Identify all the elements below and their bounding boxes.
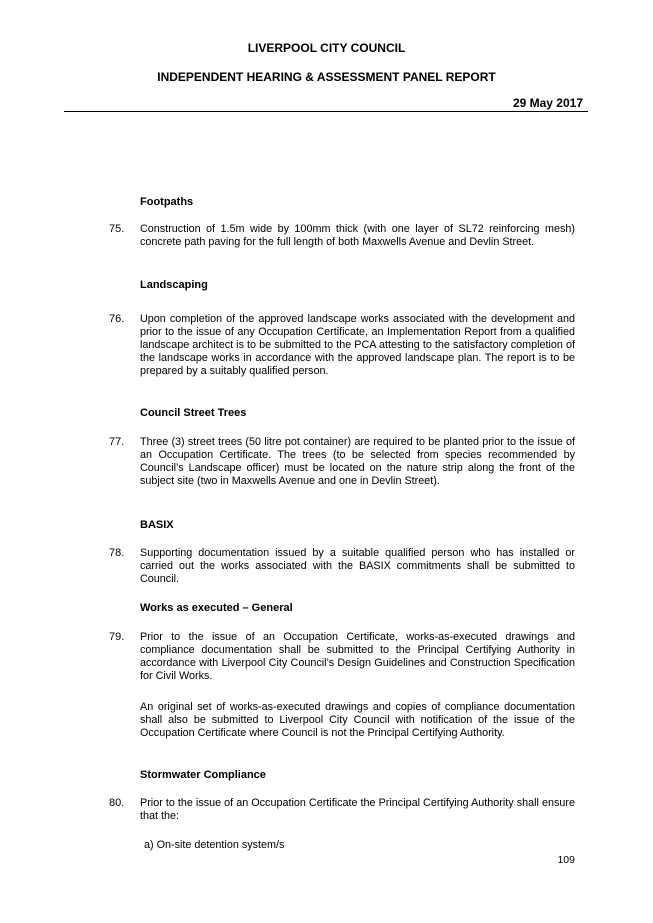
condition-text-76: Upon completion of the approved landscape works associated with the development and prior to the issue of any Occupation Certificate, an Implementation Report from a qualified landscape architect is to be submitted to the PCA attesting to the satisfactory completion of the landscape works in accordance with the approved landscape plan. The report is to be prepared by a suitably qualified person. <box>140 313 575 377</box>
condition-text-79: Prior to the issue of an Occupation Certificate, works-as-executed drawings and compliance documentation shall be submitted to the Principal Certifying Authority in accordance with Liverpool City Council’s Design Guidelines and Construction Specification for Civil Works. <box>140 631 575 682</box>
page-number: 109 <box>557 854 575 866</box>
list-item-a: a) On-site detention system/s <box>144 839 285 851</box>
condition-text-75: Construction of 1.5m wide by 100mm thick (with one layer of SL72 reinforcing mesh) concrete path paving for the full length of both Maxwells Avenue and Devlin Street. <box>140 223 575 248</box>
condition-text-80: Prior to the issue of an Occupation Certificate the Principal Certifying Authority shall ensure that the: <box>140 797 575 822</box>
report-title: INDEPENDENT HEARING & ASSESSMENT PANEL REPORT <box>157 70 496 84</box>
condition-text-78: Supporting documentation issued by a suitable qualified person who has installed or carried out the works associated with the BASIX commitments shall be submitted to Council. <box>140 547 575 585</box>
condition-number-75: 75. <box>109 223 125 235</box>
header-divider <box>64 111 588 112</box>
condition-number-76: 76. <box>109 313 125 325</box>
section-heading-footpaths: Footpaths <box>140 196 194 208</box>
condition-text-77: Three (3) street trees (50 litre pot container) are required to be planted prior to the issue of an Occupation Certificate. The trees (to be selected from species recommended by Council’s Landscape officer) must be located on the nature strip along the front of the subject site (two in Maxwells Avenue and one in Devlin Street). <box>140 436 575 487</box>
report-date: 29 May 2017 <box>512 96 583 110</box>
section-heading-basix: BASIX <box>140 519 174 531</box>
condition-number-77: 77. <box>109 436 125 448</box>
section-heading-street-trees: Council Street Trees <box>140 407 247 419</box>
condition-text-79-continued: An original set of works-as-executed drawings and copies of compliance documentation shall also be submitted to Liverpool City Council with notification of the issue of the Occupation Certificate where Council is not the Principal Certifying Authority. <box>140 701 575 739</box>
condition-number-79: 79. <box>109 631 125 643</box>
council-name: LIVERPOOL CITY COUNCIL <box>247 41 406 55</box>
section-heading-works-executed: Works as executed – General <box>140 602 293 614</box>
section-heading-stormwater: Stormwater Compliance <box>140 769 266 781</box>
condition-number-78: 78. <box>109 547 125 559</box>
section-heading-landscaping: Landscaping <box>140 279 208 291</box>
condition-number-80: 80. <box>109 797 125 809</box>
